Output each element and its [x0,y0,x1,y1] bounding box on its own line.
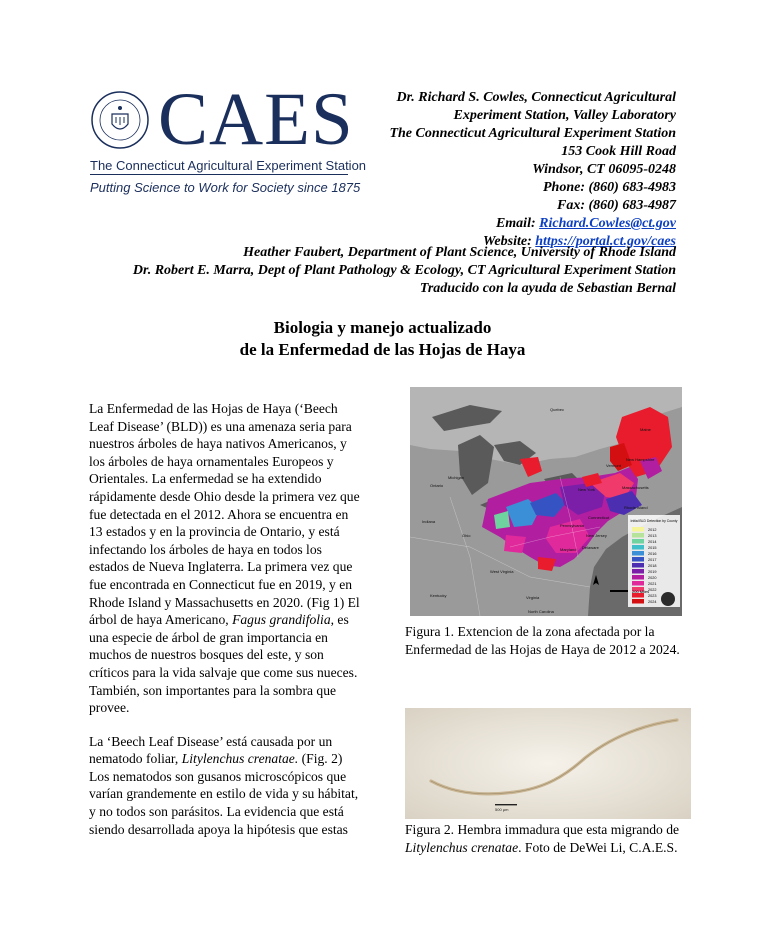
map-place-label: Maine [640,427,651,432]
species-name: Litylenchus crenatae [405,839,519,855]
text-run: Figura 2. Hembra immadura que esta migrando de [405,822,680,837]
text-run: . Foto de DeWei Li, C.A.E.S. [518,839,678,855]
legend-swatch [632,563,644,568]
legend-year: 2013 [648,534,657,538]
map-place-label: Vermont [606,463,621,468]
scale-bar-label: 500 µm [495,807,509,812]
legend-swatch [632,575,644,580]
email-link[interactable]: Richard.Cowles@ct.gov [539,216,676,231]
contact-email-row [389,215,676,233]
contact-line: Dr. Richard S. Cowles, Connecticut Agricultural [396,90,676,105]
authors-block [133,244,676,298]
map-place-label: Connecticut [588,515,610,520]
map-place-label: Quebec [550,407,565,412]
map-place-label: Pennsylvania [560,523,584,528]
contact-line: 153 Cook Hill Road [561,144,676,159]
figure-1-caption: Figura 1. Extencion de la zona afectada por la Enfermedad de las Hojas de Haya de 2012 a 2024. [405,624,680,657]
legend-swatch [632,539,644,544]
map-place-label: Delaware [582,545,599,550]
text-run: (Fig. 2) Los nematodos son gusanos microscópicos que varían grandemente en estilo de vida y su hábitat, y no todos son parásitos. La evidencia que está siendo desarrollada apoya la hipótesis que estas [89,751,359,837]
caes-seal-logo [90,90,150,150]
map-place-label: New Hampshire [626,457,655,462]
title-line-1: Biologia y manejo actualizado [273,318,492,337]
map-place-label: Virginia [526,595,540,600]
title-line-2: de la Enfermedad de las Hojas de Haya [239,340,526,359]
contact-line: Experiment Station, Valley Laboratory [453,108,676,123]
map-place-label: Kentucky [430,593,447,598]
legend-year: 2016 [648,552,657,556]
legend-title: Initial BLD Detection by County [630,519,678,523]
author-line: Traducido con la ayuda de Sebastian Bernal [419,281,676,296]
website-link[interactable]: https://portal.ct.gov/caes [535,234,676,249]
map-place-label: Michigan [448,475,465,480]
scale-label: 200 Miles [632,589,650,594]
legend-swatch [632,551,644,556]
document-title [0,317,765,361]
org-name: The Connecticut Agricultural Experiment Station [90,158,367,173]
legend-swatch [632,599,644,604]
paragraph-1 [89,400,361,717]
species-name: Fagus grandifolia [232,612,331,628]
legend-swatch [632,569,644,574]
contact-line: Windsor, CT 06095-0248 [532,162,676,177]
map-place-label: Indiana [422,519,436,524]
map-place-label: Massachusetts [622,485,649,490]
agency-emblem-icon [661,592,675,606]
legend-year: 2019 [648,570,657,574]
text-run: , es una especie de árbol de gran importancia en muchos de nuestros bosques del este, y son críticos para la vida salvaje que come sus nueces. También, son importantes para la sombra que provee. [89,612,358,716]
map-place-label: New York [578,487,595,492]
map-place-label: Rhode Island [624,505,648,510]
body-column [89,400,361,854]
nematode-micrograph [405,708,691,819]
species-name: Litylenchus crenatae. [181,751,299,767]
author-line: Dr. Robert E. Marra, Dept of Plant Pathology & Ecology, CT Agricultural Experiment Station [132,263,676,278]
legend-year: 2012 [648,528,657,532]
paragraph-2 [89,733,361,839]
caes-wordmark: CAES [158,78,354,161]
org-tagline: Putting Science to Work for Society since 1875 [90,180,361,195]
map-place-label: Maryland [560,547,577,552]
legend-year: 2022 [648,588,657,592]
legend-year: 2020 [648,576,657,580]
legend-year: 2014 [648,540,657,544]
legend-year: 2018 [648,564,657,568]
map-place-label: New Jersey [586,533,607,538]
legend-year: 2021 [648,582,657,586]
legend-swatch [632,545,644,550]
legend-year: 2024 [648,600,657,604]
legend-swatch [632,533,644,538]
legend-year: 2017 [648,558,657,562]
author-line: Heather Faubert, Department of Plant Science, University of Rhode Island [243,245,676,260]
legend-swatch [632,557,644,562]
figure-2-caption [405,821,695,856]
website-label: Website: [483,234,532,249]
map-place-label: Ohio [462,533,471,538]
contact-line: The Connecticut Agricultural Experiment Station [389,126,676,141]
map-place-label: North Carolina [528,609,554,614]
contact-phone: Phone: (860) 683-4983 [543,180,676,195]
bld-distribution-map [410,387,682,616]
legend-year: 2015 [648,546,657,550]
text-run: La Enfermedad de las Hojas de Haya (‘Beech Leaf Disease’ (BLD)) es una amenaza seria para nuestros árboles de haya nativos Americanos, y los árboles de haya ornamentales Europeos y Orientales. La enfermedad se ha extendido rápidamente desde Ohio desde la primera vez que fue detectada en el 2012. Ahora se encuentra en 13 estados y en la provincia de Ontario, y está infectando los árboles de haya en todos los estados de Nueva Inglaterra. La primera vez que fue encontrada en Connecticut fue en 2019, y en Rhode Island y Massachusetts en 2020. (Fig 1) El árbol de haya Americano, [89,401,360,628]
contact-block [389,89,676,251]
email-label: Email: [495,216,536,231]
legend-swatch [632,581,644,586]
map-place-label: Ontario [430,483,444,488]
logo-divider [90,174,348,175]
contact-fax: Fax: (860) 683-4987 [557,198,676,213]
map-place-label: West Virginia [490,569,514,574]
scale-bar [495,804,517,805]
legend-swatch [632,527,644,532]
legend-year: 2023 [648,594,657,598]
text-run: La ‘Beech Leaf Disease’ está causada por un nematodo foliar, [89,733,333,767]
